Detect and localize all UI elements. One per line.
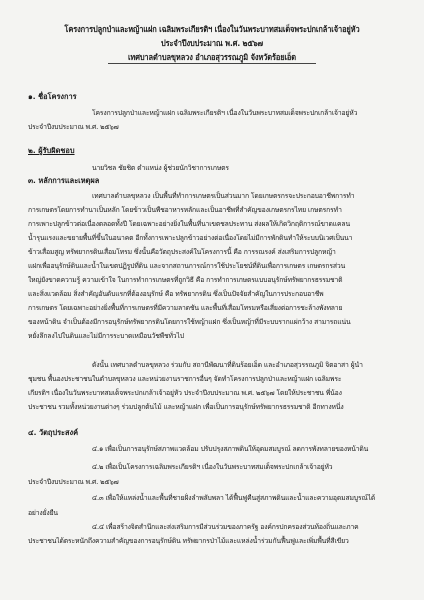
section3-para2-line: เกียรติฯ เนื่องในวันพระบาทสมเด็จพระปกเกล้าเจ้าอยู่หัว ประจำปีงบประมาณ พ.ศ. ๒๕๖๗ โดยให้ประชาชน พี่น้อง [28,389,342,397]
section3-para1-line: การเกษตร โดยเฉพาะอย่างยิ่งพื้นที่การเกษตรที่มีความลาดชัน และพื้นที่เสื่อมโทรมหรือเสี่ยงต่อการชะล้างพังทลาย [28,304,343,312]
section3-para2-line: ชุมชน พื้นองประชาชนในตำบลขุหลวง และหน่วยงานราชการอื่นๆ จัดทำโครงการปลูกป่าและหญ้าแฝก เฉลิมพระ [28,375,342,383]
objective-item: ๔.๑ เพื่อเป็นการอนุรักษ์สภาพแวดล้อม ปรับปรุงสภาพดินให้อุดมสมบูรณ์ ลดการพังทลายของหน้าดิน [92,445,369,453]
objective-item: ๔.๔ เพื่อสร้างจิตสำนึกและส่งเสริมการมีส่วนร่วมของภาครัฐ องค์กรปกครองส่วนท้องถิ่นและภาค [92,523,359,531]
section1-heading: ๑. ชื่อโครงการ [28,92,77,101]
section3-para1-line: ใหญ่ยังขาดความรู้ ความเข้าใจ ในการทำการเกษตรที่ถูกวิธี คือ การทำการเกษตรแบบอนุรักษ์ทรัพยากรธรรมชาติ [28,276,343,284]
section3-para1-line: เทศบาลตำบลขุหลวง เป็นพื้นที่ทำการเกษตรเป็นส่วนมาก โดยเกษตรกรจะประกอบอาชีพการทำ [92,192,355,200]
objective-item: ๔.๓ เพื่อให้แหล่งน้ำและพื้นที่ชายฝั่งลำพลับพลา ได้ฟื้นฟูคืนสู่สภาพดินและน้ำและความอุดมสมบูรณ์ได้ [92,494,376,502]
section3-para1-line: และสิ่งแวดล้อม สิ่งสำคัญอันดับแรกที่ต้องอนุรักษ์ คือ ทรัพยากรดิน ซึ่งเป็นปัจจัยสำคัญในการประกอบอาชีพ [28,290,324,298]
section3-para2-line: ดังนั้น เทศบาลตำบลขุหลวง ร่วมกับ สถานีพัฒนาที่ดินร้อยเอ็ด และอำเภอสุวรรณภูมิ จิตอาสา ผู้นำ [92,361,363,369]
section2-line: นายวิชล ชัยชิต ตำแหน่ง ผู้ช่วยนักวิชาการเกษตร [92,164,229,172]
document-organization: เทศบาลตำบลขุหลวง อำเภอสุวรรณภูมิ จังหวัดร้อยเอ็ด [127,52,297,62]
document-fiscal-year: ประจำปีงบประมาณ พ.ศ. ๒๕๖๗ [161,38,263,48]
objective-item: ๔.๒ เพื่อเป็นโครงการเฉลิมพระเกียรติฯ เนื่องในวันพระบาทสมเด็จพระปกเกล้าเจ้าอยู่หัว [92,463,333,471]
section3-para1-line: แฝกเพื่ออนุรักษ์ดินและน้ำในเขตปฏิรูปที่ดิน และจากสถานการณ์การใช้ประโยชน์ที่ดินเพื่อการเกษตร เกษตรกรส่วน [28,262,346,270]
section1-line: ประจำปีงบประมาณ พ.ศ. ๒๕๖๗ [28,123,119,131]
section3-para1-line: ข้าวเสื่อมสูญ ทรัพยากรดินเสื่อมโทรม ซึ่งนั้นคือวัตถุประสงค์ในโครงการนี้ คือ การรณรงค์ ส่งเสริมการปลูกหญ้า [28,248,336,256]
objective-item: ประจำปีงบประมาณ พ.ศ. ๒๕๖๗ [28,478,119,486]
section3-para1-line: น้ำรุนแรงและขยายพื้นที่ขึ้นในอนาคต อีกทั้งการเพาะปลูกข้าวอย่างต่อเนื่องโดยไม่มีการพักดินทำให้ระบบนิเวศเป็นนา [28,234,353,242]
section2-heading: ๒. ผู้รับผิดชอบ [28,146,75,155]
objective-item: อย่างยั่งยืน [28,509,58,517]
section4-heading: ๔. วัตถุประสงค์ [28,428,79,437]
section3-para2-line: ประชาชน รวมทั้งหน่วยงานต่างๆ ร่วมปลูกต้นไม้ และหญ้าแฝก เพื่อเป็นการอนุรักษ์ทรัพยากรธรรมชาติ อีกทางหนึ่ง [28,403,344,411]
header-divider [108,63,316,64]
section1-line: โครงการปลูกป่าและหญ้าแฝก เฉลิมพระเกียรติฯ เนื่องในวันพระบาทสมเด็จพระปกเกล้าเจ้าอยู่หัว [92,109,358,117]
section3-para1-line: หยั่งลึกลงไปในดินและไม่มีการระบาดเหมือนวัชพืชทั่วไป [28,332,184,340]
objective-item: ประชาชนได้ตระหนักถึงความสำคัญของการอนุรักษ์ดิน ทรัพยากรป่าไม้และแหล่งน้ำร่วมกันฟื้นฟูและเพิ่มพื้นที่สีเขียว [28,537,349,545]
document-title: โครงการปลูกป่าและหญ้าแฝก เฉลิมพระเกียรติฯ เนื่องในวันพระบาทสมเด็จพระปกเกล้าเจ้าอยู่หัว [64,24,360,34]
section3-para1-line: การเกษตรโดยการทำนาเป็นหลัก โดยข้าวเป็นพืชอาหารหลักและเป็นอาชีพที่สำคัญของเกษตรกรไทย เกษตรกรทำ [28,206,342,214]
section3-para1-line: ของหน้าดิน จำเป็นต้องมีการอนุรักษ์ทรัพยากรดินโดยการใช้หญ้าแฝก ซึ่งเป็นหญ้าที่มีระบบรากแผ่กว้าง สามารถแน่น [28,318,351,326]
section3-para1-line: การเพาะปลูกข้าวต่อเนื่องตลอดทั้งปี โดยเฉพาะอย่างยิ่งในพื้นที่นาเขตชลประทาน ส่งผลให้เกิดวิกฤติการณ์ขาดแคลน [28,220,350,228]
section3-heading: ๓. หลักการและเหตุผล [28,176,100,185]
